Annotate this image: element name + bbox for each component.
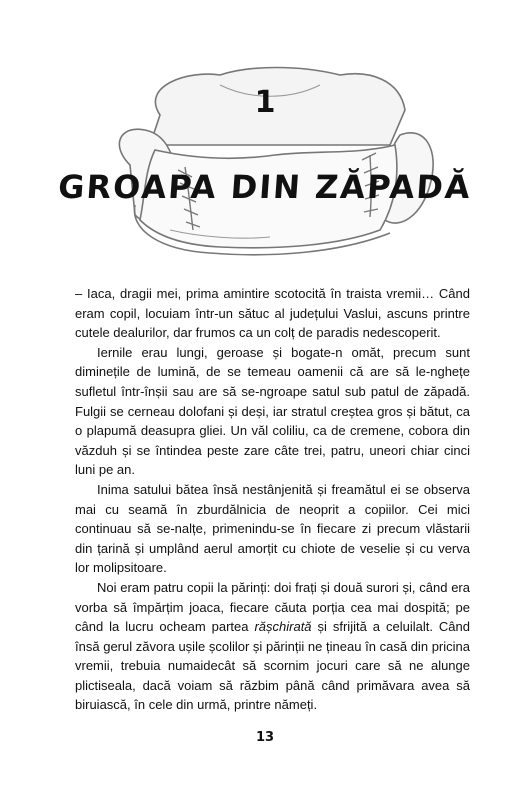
chapter-number: 1 xyxy=(254,85,276,120)
chapter-body xyxy=(75,284,470,715)
paragraph: Inima satului bătea însă nestânjenită și freamătul ei se observa mai cu seamă în zburdălnicia de neoprit a copiilor. Cei mici continuau să se-nalțe, primenindu-se în fiecare zi precum vlăstarii din țarină și umplând aerul amorțit cu chiote de veselie și cu verva lor molipsitoare. xyxy=(75,481,470,576)
paragraph: Iernile erau lungi, geroase și bogate-n omăt, precum sunt diminețile de lumină, de se temeau oamenii că are să le-nghețe sufletul într-înșii sau are să se-ngroape satul sub patul de zăpadă. Fulgii se cerneau dolofani și deși, iar stratul creștea gros și bătut, ca o plapumă deasupra gliei. Un văl coliliu, ca de cremene, cobora din văzduh și se întindea peste zare câte trei, patru, uneori chiar cinci luni pe an. xyxy=(75,344,470,478)
emphasized-word: rășchirată xyxy=(254,619,312,635)
paragraph xyxy=(75,578,470,715)
paragraph-text: și sfrijită a celuilalt. Când însă gerul zăvora ușile școlilor și părinții ne țineau în casă din pricina vremii, trebuia numaidecât să scornim jocuri care să ne alunge plictiseala, dacă voiam să răzbim până când primăvara avea să biruiască, în cele din urmă, printre nămeți. xyxy=(75,619,470,713)
paragraph: – Iaca, dragii mei, prima amintire scotocită în traista vremii… Când eram copil, locuiam într-un sătuc al județului Vaslui, ascuns printre cutele dealurilor, dar frumos ca un colț de paradis nedescoperit. xyxy=(75,286,470,341)
page-number: 13 xyxy=(255,730,275,745)
paragraph-text: Noi eram patru copii la părinți: doi frați și două surori și, când era vorba să împărțim joaca, fiecare căuta porția cea mai dospită; pe când la lucru ocheam partea xyxy=(75,579,470,635)
chapter-title: GROAPA DIN ZĂPADĂ xyxy=(56,168,474,206)
